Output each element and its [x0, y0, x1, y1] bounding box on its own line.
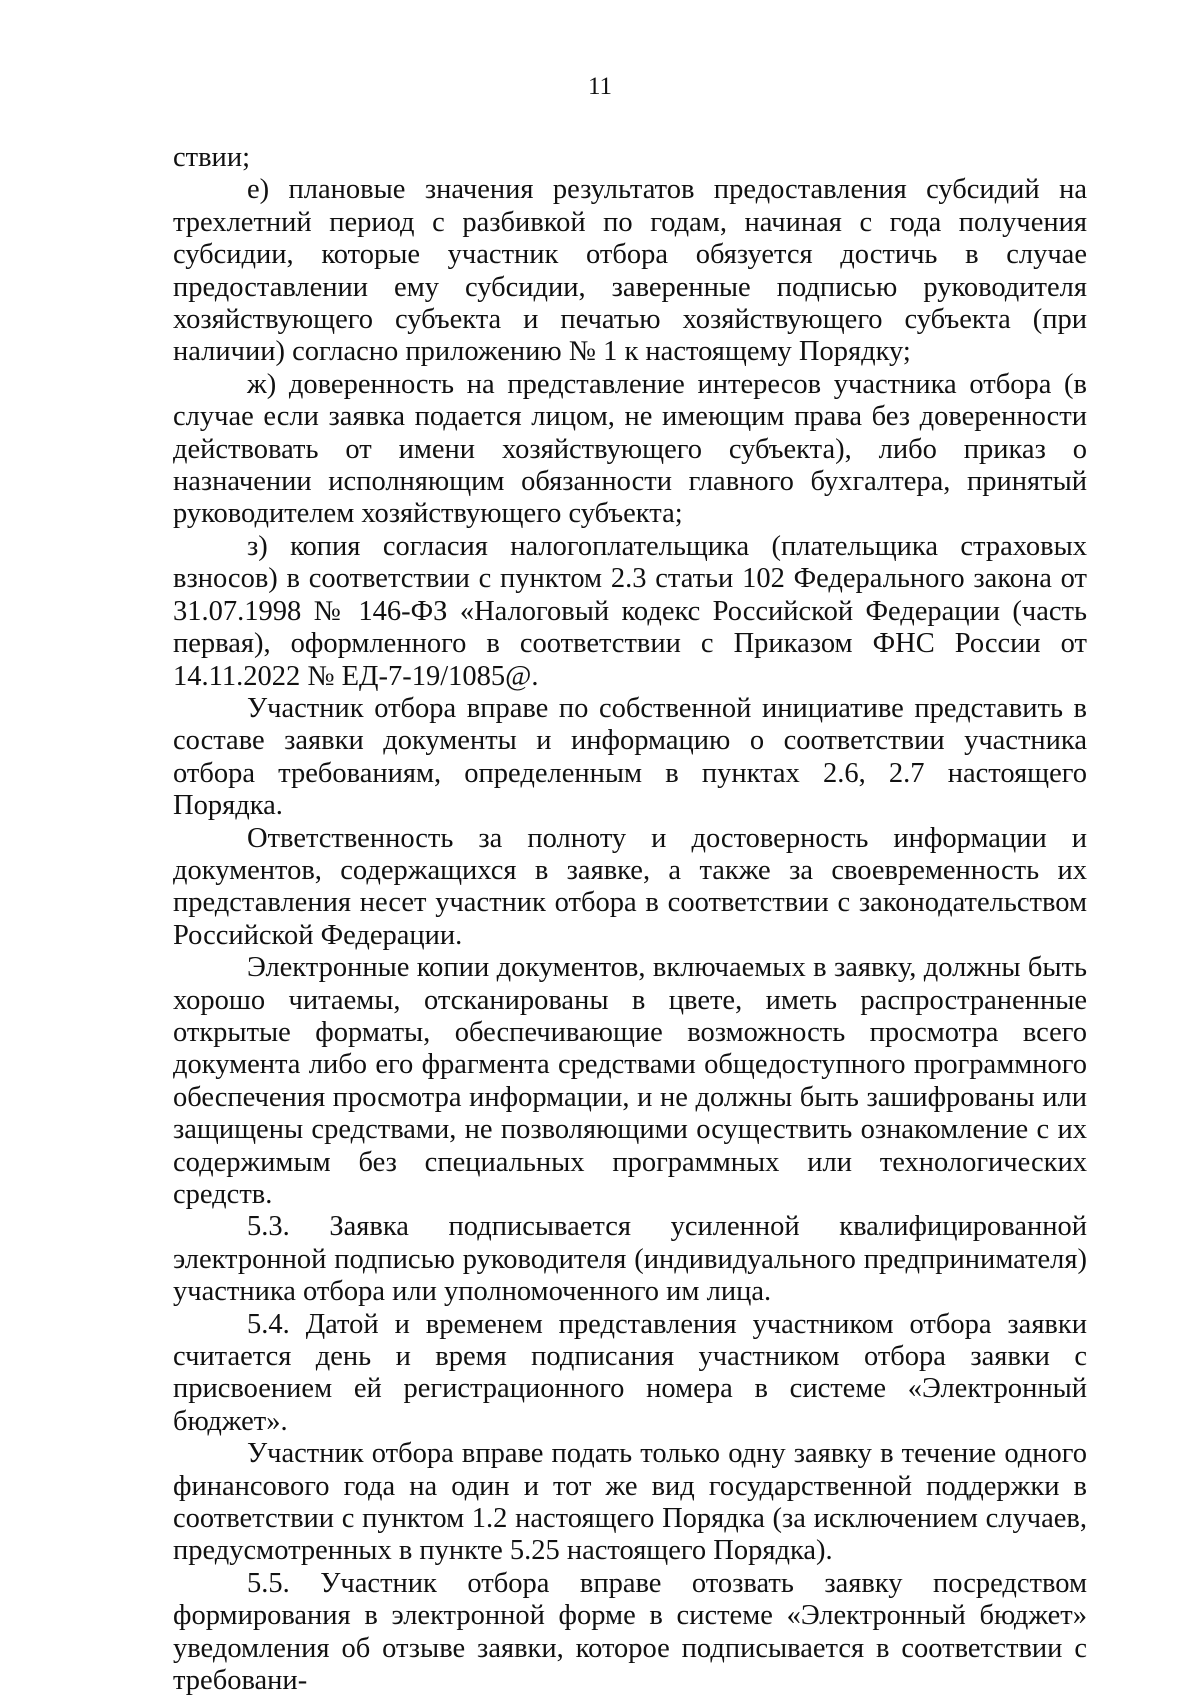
paragraph-item-e: е) плановые значения результатов предоставления субсидий на трехлетний период с разбивкой по годам, начиная с года получения субсидии, которые участник отбора обязуется достичь в случае предоставлении ему субсидии, заверенные подписью руководителя хозяйствующего субъекта и печатью хозяйствующего субъекта (при наличии) согласно приложению № 1 к настоящему Порядку; — [173, 174, 1087, 368]
paragraph-continuation: ствии; — [173, 142, 250, 173]
page-number: 11 — [587, 73, 613, 100]
paragraph-responsibility: Ответственность за полноту и достоверность информации и документов, содержащихся в заявке, а также за своевременность их представления несет участник отбора в соответствии с законодательством Российской Федерации. — [173, 822, 1087, 951]
paragraph-5-5: 5.5. Участник отбора вправе отозвать заявку посредством формирования в электронной форме в системе «Электронный бюджет» уведомления об отзыве заявки, которое подписывается в соответствии с требовани- — [173, 1567, 1087, 1697]
paragraph-item-z: з) копия согласия налогоплательщика (плательщика страховых взносов) в соответствии с пунктом 2.3 статьи 102 Федерального закона от 31.07.1998 № 146-ФЗ «Налоговый кодекс Российской Федерации (часть первая), оформленного в соответствии с Приказом ФНС России от 14.11.2022 № ЕД-7-19/1085@. — [173, 530, 1087, 692]
document-body — [173, 142, 1087, 1698]
paragraph-5-4: 5.4. Датой и временем представления участником отбора заявки считается день и время подписания участником отбора заявки с присвоением ей регистрационного номера в системе «Электронный бюджет». — [173, 1308, 1087, 1437]
paragraph-one-application: Участник отбора вправе подать только одну заявку в течение одного финансового года на один и тот же вид государственной поддержки в соответствии с пунктом 1.2 настоящего Порядка (за исключением случаев, предусмотренных в пункте 5.25 настоящего Порядка). — [173, 1438, 1087, 1567]
paragraph-own-initiative: Участник отбора вправе по собственной инициативе представить в составе заявки документы и информацию о соответствии участника отбора требованиям, определенным в пунктах 2.6, 2.7 настоящего Порядка. — [173, 692, 1087, 822]
paragraph-item-zh: ж) доверенность на представление интересов участника отбора (в случае если заявка подается лицом, не имеющим права без доверенности действовать от имени хозяйствующего субъекта), либо приказ о назначении исполняющим обязанности главного бухгалтера, принятый руководителем хозяйствующего субъекта; — [173, 368, 1087, 530]
paragraph-5-3: 5.3. Заявка подписывается усиленной квалифицированной электронной подписью руководителя (индивидуального предпринимателя) участника отбора или уполномоченного им лица. — [173, 1211, 1087, 1308]
paragraph-electronic-copies: Электронные копии документов, включаемых в заявку, должны быть хорошо читаемы, отсканированы в цвете, иметь распространенные открытые форматы, обеспечивающие возможность просмотра всего документа либо его фрагмента средствами общедоступного программного обеспечения просмотра информации, и не должны быть зашифрованы или защищены средствами, не позволяющими осуществить ознакомление с их содержимым без специальных программных или технологических средств. — [173, 952, 1087, 1210]
